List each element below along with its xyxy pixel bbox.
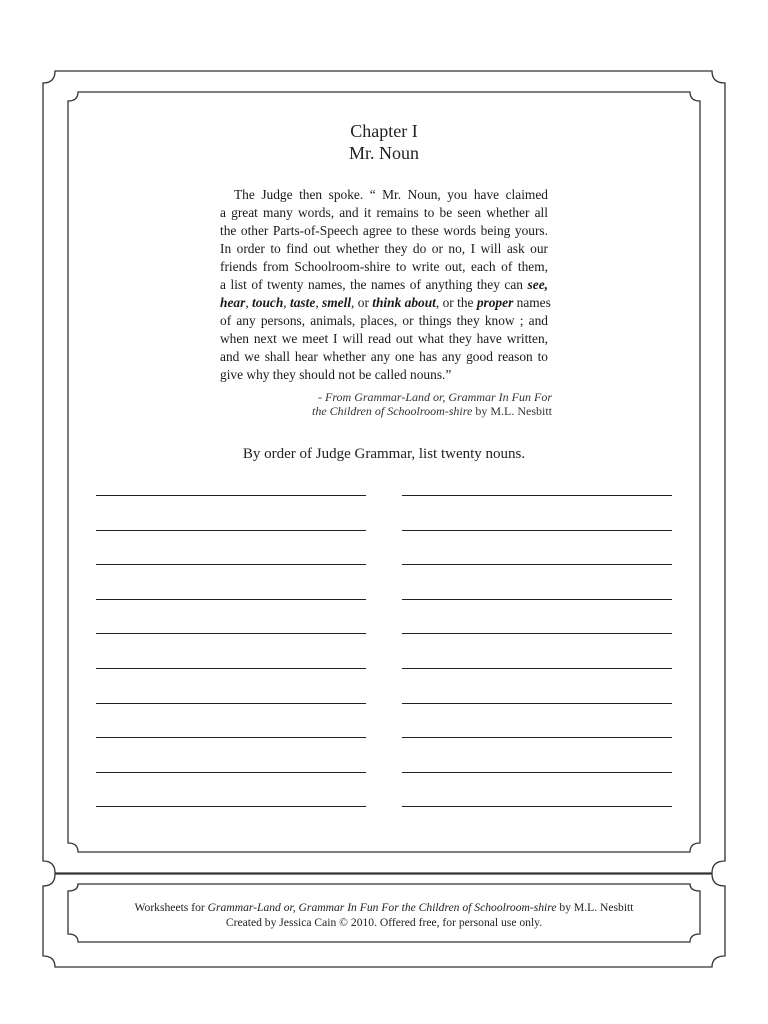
chapter-number: Chapter I <box>350 121 418 141</box>
answer-blank-right[interactable] <box>402 633 672 634</box>
answer-blank-left[interactable] <box>96 737 366 738</box>
answer-blank-right[interactable] <box>402 599 672 600</box>
answer-row <box>96 553 672 588</box>
answer-blank-right[interactable] <box>402 703 672 704</box>
quote-text: , <box>283 295 287 311</box>
answer-row <box>96 657 672 692</box>
answer-blank-right[interactable] <box>402 495 672 496</box>
answer-blank-right[interactable] <box>402 772 672 773</box>
quote-text: a list of twenty names, the names of anything they can <box>220 277 524 293</box>
answer-row <box>96 519 672 554</box>
footer-line-1 <box>0 900 768 915</box>
answer-blank-right[interactable] <box>402 737 672 738</box>
answer-blank-left[interactable] <box>96 633 366 634</box>
attribution-book: the Children of Schoolroom-shire <box>312 404 473 418</box>
quote-emphasis: see, <box>527 277 548 293</box>
attribution-prefix: - From <box>318 390 355 404</box>
answer-blank-left[interactable] <box>96 564 366 565</box>
footer-line-2: Created by Jessica Cain © 2010. Offered free, for personal use only. <box>225 916 543 929</box>
quote-passage <box>220 186 551 385</box>
quote-emphasis: taste <box>290 295 316 311</box>
attribution-author: by M.L. Nesbitt <box>472 404 552 418</box>
quote-text: , <box>245 295 249 311</box>
answer-blank-right[interactable] <box>402 668 672 669</box>
answer-blank-left[interactable] <box>96 703 366 704</box>
answer-row <box>96 761 672 796</box>
answer-blank-left[interactable] <box>96 495 366 496</box>
attribution-book: Grammar-Land or, Grammar In Fun For <box>354 390 552 404</box>
instruction: By order of Judge Grammar, list twenty nouns. <box>242 446 526 462</box>
quote-line <box>220 276 548 294</box>
attribution <box>312 390 552 418</box>
quote-text: , <box>315 295 319 311</box>
footer-author: by M.L. Nesbitt <box>556 901 634 914</box>
quote-line: friends from Schoolroom-shire to write out, each of them, <box>220 259 548 275</box>
answer-row <box>96 622 672 657</box>
footer <box>0 900 768 930</box>
quote-emphasis: think about <box>372 295 436 311</box>
answer-lines <box>96 484 672 830</box>
quote-text: , or the <box>435 295 474 311</box>
quote-line: In order to find out whether they do or no, I will ask our <box>220 241 548 257</box>
quote-emphasis: smell <box>322 295 352 311</box>
quote-line: give why they should not be called nouns.” <box>220 367 452 383</box>
quote-line: The Judge then spoke. “ Mr. Noun, you have claimed <box>234 187 548 202</box>
quote-line: and we shall hear whether any one has any good reason to <box>220 349 548 365</box>
quote-emphasis: hear <box>220 295 246 311</box>
answer-blank-right[interactable] <box>402 530 672 531</box>
chapter-title: Mr. Noun <box>348 143 419 163</box>
answer-blank-left[interactable] <box>96 772 366 773</box>
answer-blank-left[interactable] <box>96 668 366 669</box>
answer-row <box>96 588 672 623</box>
answer-blank-left[interactable] <box>96 806 366 807</box>
answer-blank-left[interactable] <box>96 530 366 531</box>
quote-line: of any persons, animals, places, or things they know ; and <box>220 313 548 329</box>
answer-row <box>96 484 672 519</box>
quote-line <box>220 294 551 312</box>
quote-emphasis: touch <box>252 295 284 311</box>
footer-book: Grammar-Land or, Grammar In Fun For the Children of Schoolroom-shire <box>207 901 557 914</box>
quote-line: the other Parts-of-Speech agree to these words being yours. <box>220 223 548 239</box>
quote-text: , or <box>351 295 369 311</box>
quote-line: a great many words, and it remains to be seen whether all <box>220 205 548 221</box>
answer-row <box>96 795 672 830</box>
quote-text: names <box>513 295 551 311</box>
answer-blank-right[interactable] <box>402 806 672 807</box>
quote-emphasis: proper <box>476 295 514 311</box>
answer-row <box>96 726 672 761</box>
quote-line: when next we meet I will read out what they have written, <box>220 331 548 347</box>
answer-blank-left[interactable] <box>96 599 366 600</box>
answer-row <box>96 692 672 727</box>
answer-blank-right[interactable] <box>402 564 672 565</box>
footer-prefix: Worksheets for <box>134 901 208 914</box>
